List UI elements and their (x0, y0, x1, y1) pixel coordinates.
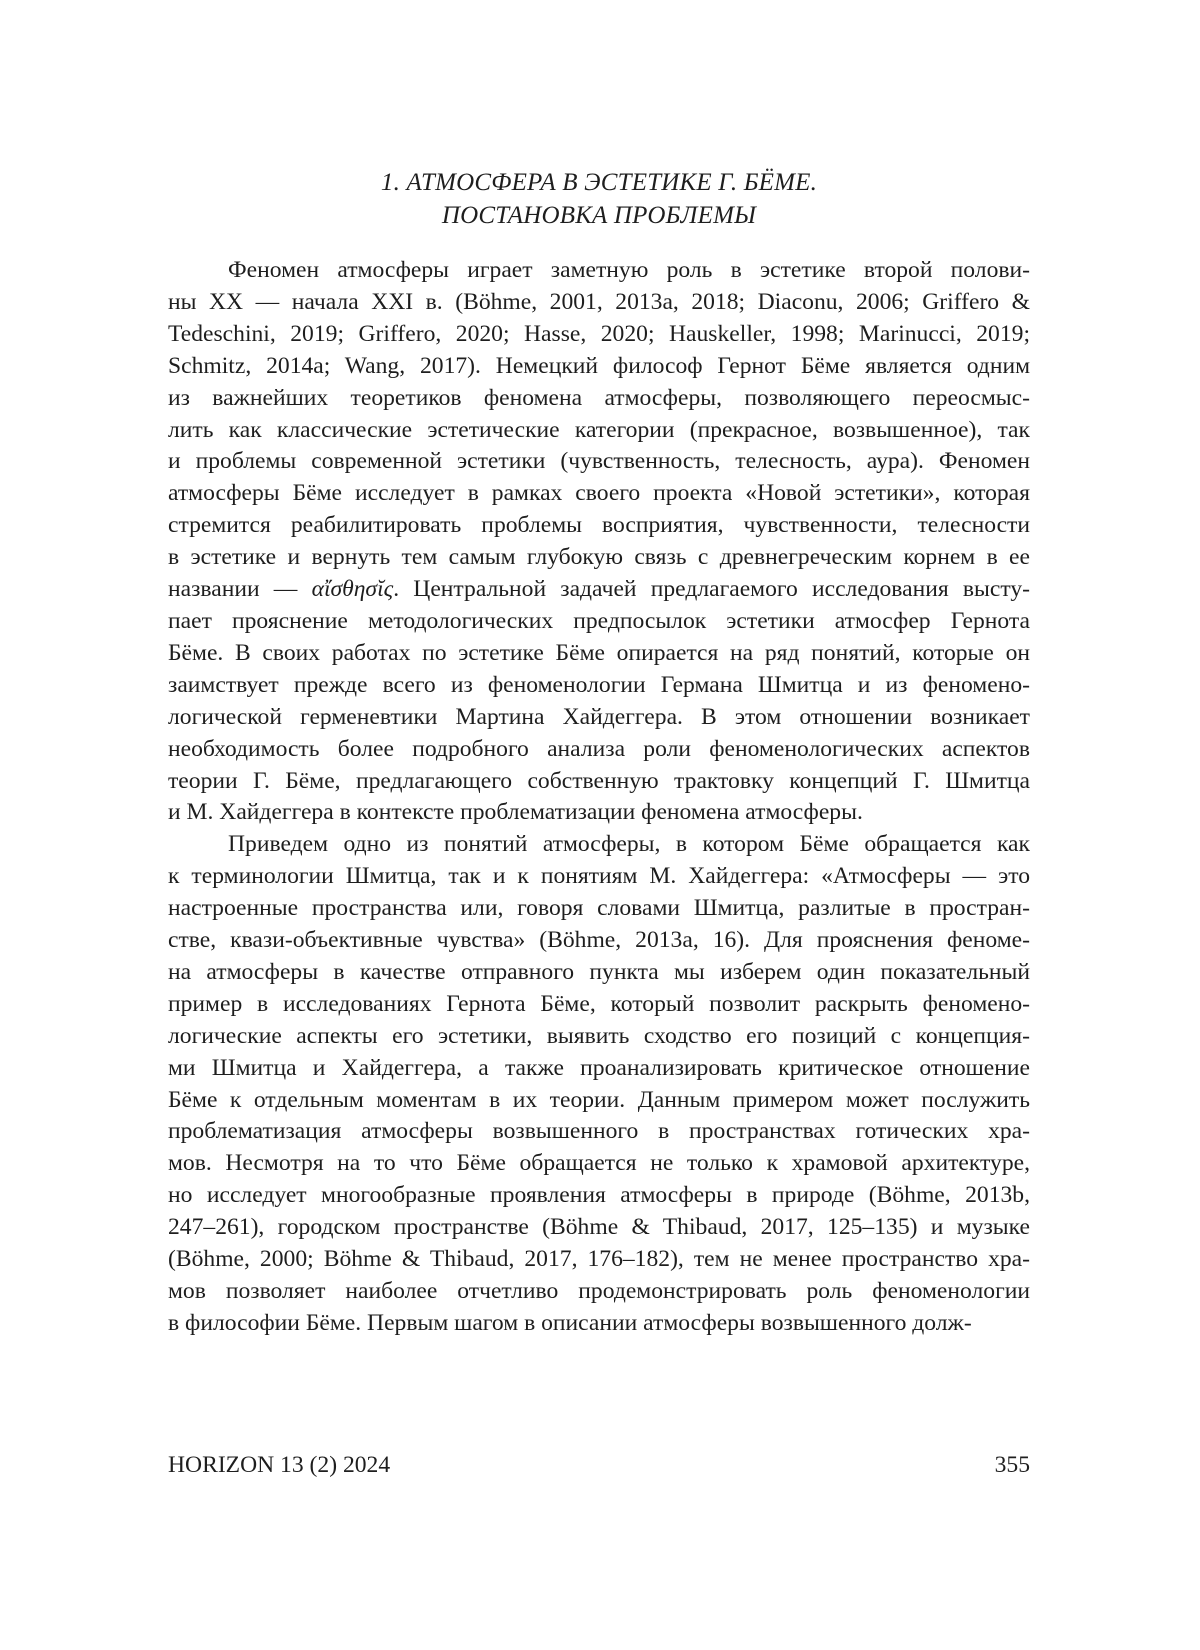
section-heading-line-2: ПОСТАНОВКА ПРОБЛЕМЫ (441, 202, 757, 229)
text-line: Schmitz, 2014a; Wang, 2017). Немецкий философ Гернот Бёме является одним (168, 352, 1030, 379)
text-line: пример в исследованиях Гернота Бёме, который позволит раскрыть феномено- (168, 990, 1030, 1017)
text-line: лить как классические эстетические категории (прекрасное, возвышенное), так (168, 416, 1030, 443)
section-heading-line-1: 1. АТМОСФЕРА В ЭСТЕТИКЕ Г. БЁМЕ. (380, 169, 818, 196)
text-line: стремится реабилитировать проблемы восприятия, чувственности, телесности (168, 512, 1030, 539)
footer-journal-title: HORIZON 13 (2) 2024 (168, 1452, 391, 1478)
greek-term: αἴσθησῐς (311, 576, 394, 603)
text-line: пает прояснение методологических предпосылок эстетики атмосфер Гернота (168, 607, 1030, 634)
text-line: Бёме к отдельным моментам в их теории. Данным примером может послужить (168, 1086, 1030, 1113)
section-heading (168, 166, 1030, 232)
text-line: к терминологии Шмитца, так и к понятиям М. Хайдеггера: «Атмосферы — это (168, 863, 1030, 890)
text-line: и проблемы современной эстетики (чувственность, телесность, аура). Феномен (168, 448, 1030, 475)
text-line: ми Шмитца и Хайдеггера, а также проанализировать критическое отношение (168, 1054, 1030, 1081)
paragraph-1 (168, 255, 1030, 829)
text-line: Tedeschini, 2019; Griffero, 2020; Hasse, 2020; Hauskeller, 1998; Marinucci, 2019; (168, 320, 1030, 347)
text-line: заимствует прежде всего из феноменологии Германа Шмитца и из феномено- (168, 671, 1030, 698)
text-line: из важнейших теоретиков феномена атмосферы, позволяющего переосмыс- (168, 384, 1030, 411)
text-line: Бёме. В своих работах по эстетике Бёме опирается на ряд понятий, которые он (168, 639, 1030, 666)
footer-page-number: 355 (994, 1452, 1030, 1478)
text-line: в философии Бёме. Первым шагом в описании атмосферы возвышенного долж- (168, 1309, 972, 1336)
text-line: теории Г. Бёме, предлагающего собственную трактовку концепций Г. Шмитца (168, 767, 1030, 794)
text-line: Приведем одно из понятий атмосферы, в котором Бёме обращается как (228, 831, 1030, 858)
text-line: настроенные пространства или, говоря словами Шмитца, разлитые в простран- (168, 895, 1030, 922)
text-line: на атмосферы в качестве отправного пункта мы изберем один показательный (168, 958, 1030, 985)
body-text (168, 255, 1030, 1340)
text-line: но исследует многообразные проявления атмосферы в природе (Böhme, 2013b, (168, 1182, 1030, 1209)
text-line: необходимость более подробного анализа роли феноменологических аспектов (168, 735, 1030, 762)
paragraph-2 (168, 829, 1030, 1340)
text-line (168, 574, 1030, 606)
text-line: (Böhme, 2000; Böhme & Thibaud, 2017, 176–182), тем не менее пространство хра- (168, 1246, 1030, 1273)
text-line: мов. Несмотря на то что Бёме обращается не только к храмовой архитектуре, (168, 1150, 1030, 1177)
text-fragment: названии — (168, 576, 312, 603)
text-line: Феномен атмосферы играет заметную роль в эстетике второй полови- (228, 257, 1030, 283)
text-line: в эстетике и вернуть тем самым глубокую связь с древнегреческим корнем в ее (168, 544, 1030, 571)
text-line: стве, квази-объективные чувства» (Böhme, 2013a, 16). Для прояснения феноме- (168, 927, 1030, 954)
text-line: логической герменевтики Мартина Хайдеггера. В этом отношении возникает (168, 703, 1030, 730)
text-line: проблематизация атмосферы возвышенного в пространствах готических хра- (168, 1118, 1030, 1145)
text-line: атмосферы Бёме исследует в рамках своего проекта «Новой эстетики», которая (168, 480, 1030, 507)
text-line: 247–261), городском пространстве (Böhme & Thibaud, 2017, 125–135) и музыке (168, 1214, 1030, 1241)
text-fragment: . Центральной задачей предлагаемого исследования высту- (393, 576, 1030, 603)
text-line: логические аспекты его эстетики, выявить сходство его позиций с концепция- (168, 1022, 1030, 1049)
text-line: мов позволяет наиболее отчетливо продемонстрировать роль феноменологии (168, 1278, 1030, 1304)
text-line: и М. Хайдеггера в контексте проблематизации феномена атмосферы. (168, 799, 863, 826)
text-line: ны XX — начала XXI в. (Böhme, 2001, 2013a, 2018; Diaconu, 2006; Griffero & (168, 288, 1030, 315)
